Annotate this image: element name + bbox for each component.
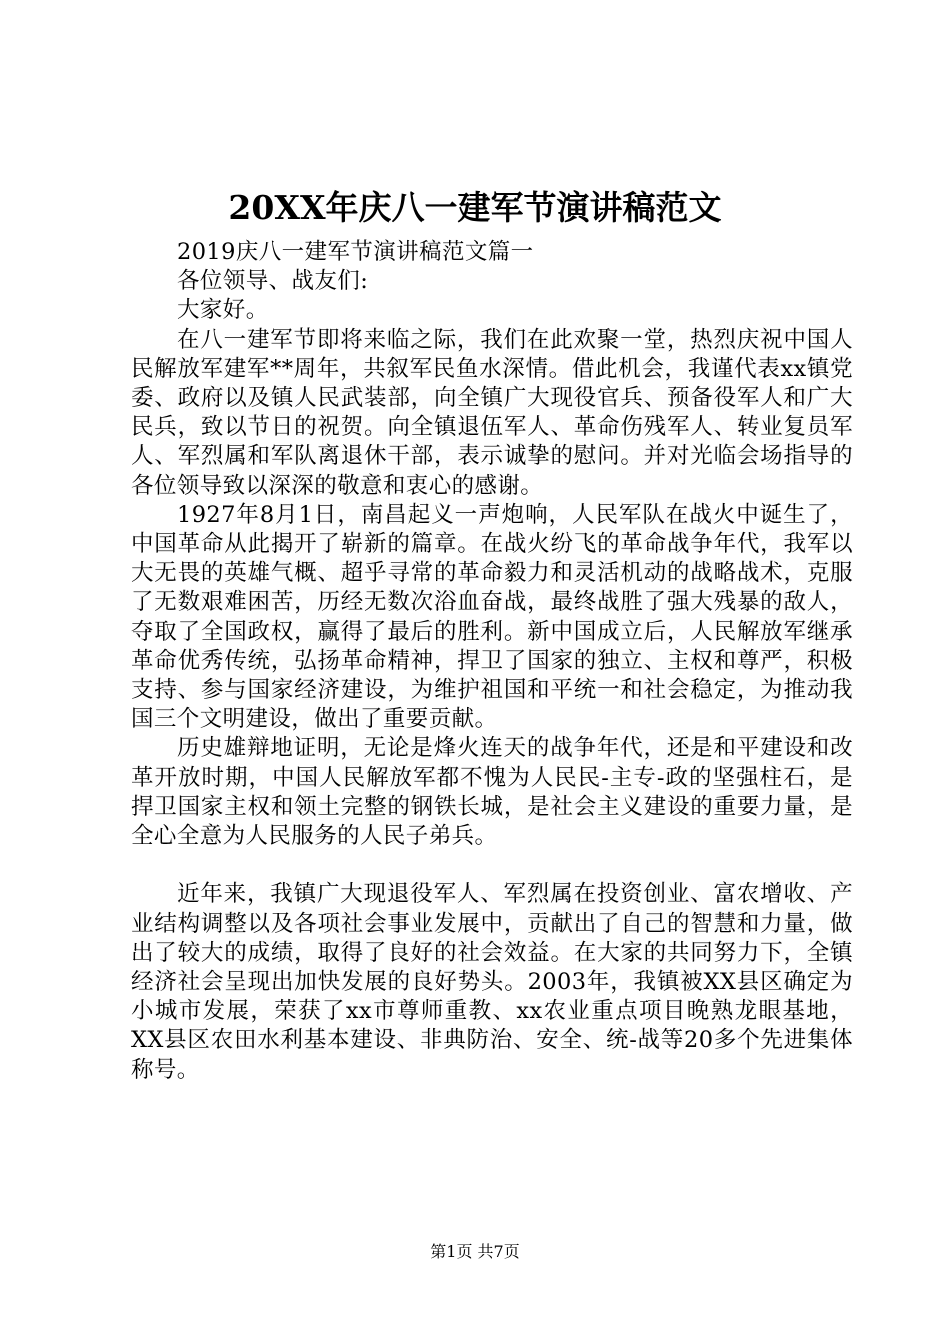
body-paragraph: 在八一建军节即将来临之际，我们在此欢聚一堂，热烈庆祝中国人民解放军建军**周年，共叙军民鱼水深情。借此机会，我谨代表xx镇党委、政府以及镇人民武装部，向全镇广大现役官兵、预备役军人和广大民兵，致以节日的祝贺。向全镇退伍军人、革命伤残军人、转业复员军人、军烈属和军队离退休干部，表示诚挚的慰问。并对光临会场指导的各位领导致以深深的敬意和衷心的感谢。 bbox=[131, 326, 853, 499]
page-number-footer: 第1页 共7页 bbox=[430, 1242, 520, 1261]
section-heading: 2019庆八一建军节演讲稿范文篇一 bbox=[177, 239, 534, 265]
document-title: 20XX年庆八一建军节演讲稿范文 bbox=[228, 188, 722, 227]
body-paragraph: 1927年8月1日，南昌起义一声炮响，人民军队在战火中诞生了，中国革命从此揭开了崭新的篇章。在战火纷飞的革命战争年代，我军以大无畏的英雄气概、超乎寻常的革命毅力和灵活机动的战略战术，克服了无数艰难困苦，历经无数次浴血奋战，最终战胜了强大残暴的敌人，夺取了全国政权，赢得了最后的胜利。新中国成立后，人民解放军继承革命优秀传统，弘扬革命精神，捍卫了国家的独立、主权和尊严，积极支持、参与国家经济建设，为维护祖国和平统一和社会稳定，为推动我国三个文明建设，做出了重要贡献。 bbox=[131, 501, 853, 733]
document-body bbox=[131, 238, 853, 1085]
salutation: 各位领导、战友们: bbox=[177, 268, 369, 295]
body-paragraph: 历史雄辩地证明，无论是烽火连天的战争年代，还是和平建设和改革开放时期，中国人民解放军都不愧为人民民-主专-政的坚强柱石，是捍卫国家主权和领土完整的钢铁长城，是社会主义建设的重要力量，是全心全意为人民服务的人民子弟兵。 bbox=[131, 735, 853, 850]
body-paragraph: 近年来，我镇广大现退役军人、军烈属在投资创业、富农增收、产业结构调整以及各项社会事业发展中，贡献出了自己的智慧和力量，做出了较大的成绩，取得了良好的社会效益。在大家的共同努力下，全镇经济社会呈现出加快发展的良好势头。2003年，我镇被XX县区确定为小城市发展，荣获了xx市尊师重教、xx农业重点项目晚熟龙眼基地，XX县区农田水利基本建设、非典防治、安全、统-战等20多个先进集体称号。 bbox=[131, 881, 853, 1083]
greeting: 大家好。 bbox=[177, 297, 269, 324]
